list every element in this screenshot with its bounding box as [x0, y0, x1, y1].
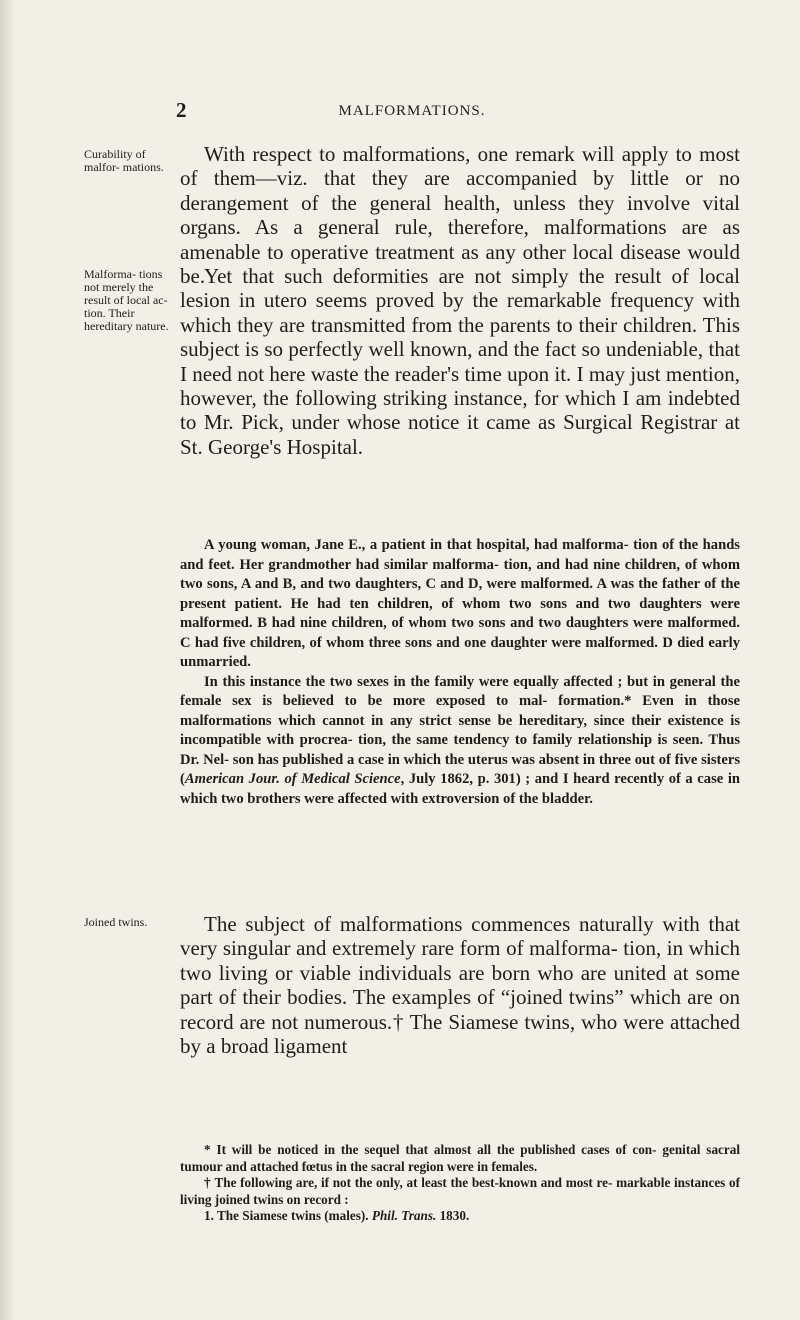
- footnote-star: * It will be noticed in the sequel that almost all the published cases of con- genital sacral tumour and attached fœtus in the sacral region were in females.: [180, 1142, 740, 1174]
- citation-title: Phil. Trans.: [371, 1208, 437, 1223]
- running-head: MALFORMATIONS.: [338, 103, 486, 119]
- page-number: 2: [176, 98, 187, 122]
- case-paragraph-2: In this instance the two sexes in the family were equally affected ; but in general the female sex is believed to be more exposed to mal- formation.* Even in those malformations which cannot in any strict sense be hereditary, since their existence is incompatible with procrea- tion, the same tendency to family relationship is seen. Thus Dr. Nel- son has published a case in which the uterus was absent in three out of five sisters (American Jour. of Medical Science, July 1862, p. 301) ; and I heard recently of a case in which two brothers were affected with extroversion of the bladder.: [180, 673, 740, 807]
- paragraph-hereditary: [180, 264, 740, 459]
- body-paragraph: With respect to malformations, one remark will apply to most of them—viz. that they are accompanied by little or no derangement of the general health, unless they involve vital organs. As a general rule, therefore, malformations are as amenable to operative treatment as any other local disease would be.: [180, 142, 740, 289]
- marginal-note-hereditary: Malforma- tions not merely the result of local ac- tion. Their hereditary nature.: [84, 267, 169, 333]
- citation-title: American Jour. of Medical Science: [184, 771, 401, 787]
- marginal-note-joined-twins: Joined twins.: [84, 915, 148, 929]
- footnote-list-item: 1. The Siamese twins (males). Phil. Trans. 1830.: [204, 1208, 470, 1223]
- footnotes: [180, 1142, 740, 1225]
- marginal-note-curability: Curability of malfor- mations.: [84, 147, 164, 174]
- case-report-text: [180, 536, 740, 809]
- footnote-dagger: † The following are, if not the only, at least the best-known and most re- markable instances of living joined twins on record :: [180, 1175, 740, 1207]
- case-paragraph-1: A young woman, Jane E., a patient in that hospital, had malforma- tion of the hands and feet. Her grandmother had similar malforma- tion, and had nine children, of whom two sons, A and B, and two daughters, C and D, were malformed. A was the father of the present patient. He had ten children, of whom two sons and two daughters were malformed. B had nine children, of whom two sons and two daughters were malformed. C had five children, of whom three sons and one daughter were malformed. D died early unmarried.: [180, 537, 740, 670]
- body-paragraph: The subject of malformations commences naturally with that very singular and extremely rare form of malforma- tion, in which two living or viable individuals are born who are united at some part of their bodies. The examples of “joined twins” which are on record are not numerous.† The Siamese twins, who were attached by a broad ligament: [180, 912, 740, 1059]
- page-binding-shadow: [0, 0, 14, 1320]
- paragraph-joined-twins: [180, 912, 740, 1058]
- body-paragraph: Yet that such deformities are not simply the result of local lesion in utero seems proved by the remarkable frequency with which they are transmitted from the parents to their children. This subject is so perfectly well known, and the fact so undeniable, that I need not here waste the reader's time upon it. I may just mention, however, the following striking instance, for which I am indebted to Mr. Pick, under whose notice it came as Surgical Registrar at St. George's Hospital.: [180, 264, 740, 459]
- page-header: [84, 98, 740, 124]
- case-report: [180, 536, 740, 809]
